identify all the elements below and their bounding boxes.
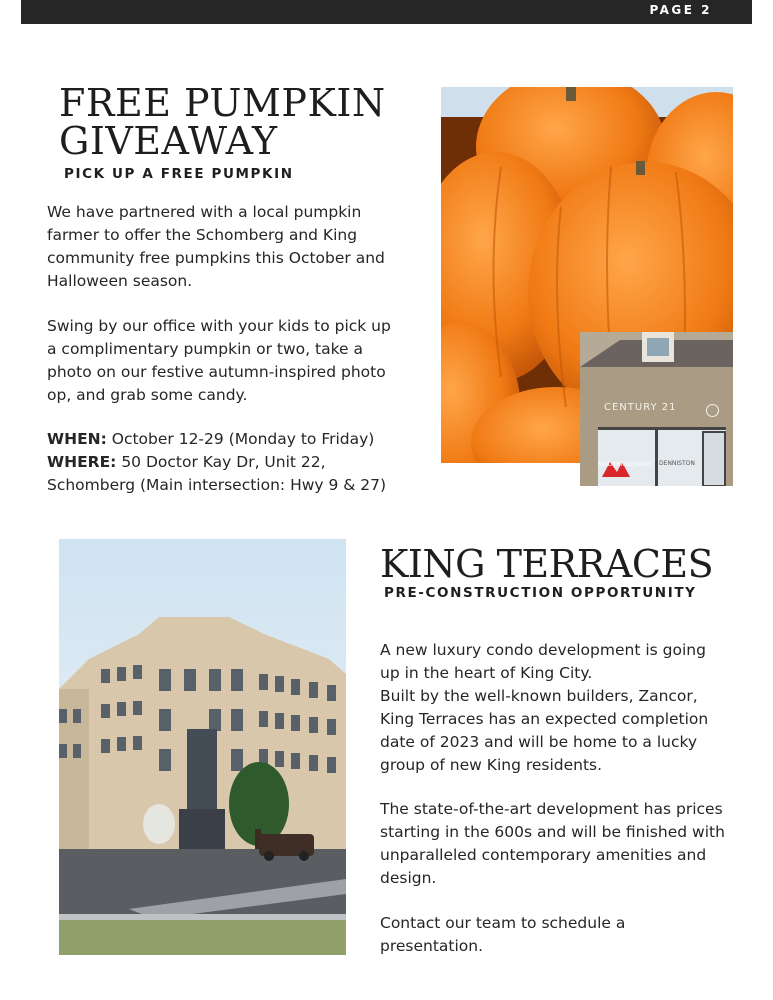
pumpkin-subtitle: PICK UP A FREE PUMPKIN: [64, 166, 294, 182]
condo-rendering-art: [59, 539, 346, 955]
office-sign-logo: [706, 404, 719, 417]
pumpkin-event-details: [47, 428, 407, 497]
where-value: 50 Doctor Kay Dr, Unit 22, Schomberg (Main intersection: Hwy 9 & 27): [47, 453, 387, 494]
king-paragraph-pricing: The state-of-the-art development has prices starting in the 600s and will be finished with unparalleled contemporary amenities and design.: [380, 800, 725, 887]
king-terraces-subtitle: PRE-CONSTRUCTION OPPORTUNITY: [384, 585, 697, 601]
king-paragraph-contact: Contact our team to schedule a presentation.: [380, 914, 626, 955]
office-window-text-left: MODERNDESIGNS: [598, 461, 652, 468]
pumpkin-title-line1: FREE PUMPKIN: [59, 81, 386, 125]
king-paragraph-1: A new luxury condo development is going up in the heart of King City.: [380, 641, 706, 682]
king-terraces-title: KING TERRACES: [380, 542, 714, 586]
king-paragraph-2: Built by the well-known builders, Zancor, King Terraces has an expected completion date of 2023 and will be home to a lucky group of new King residents.: [380, 687, 709, 774]
king-paragraph-intro: [380, 639, 730, 777]
page-number: PAGE 2: [649, 3, 712, 17]
pumpkin-title-line2: GIVEAWAY: [59, 119, 278, 163]
top-bar: [21, 0, 752, 24]
when-label: WHEN:: [47, 430, 107, 448]
office-photo: [580, 332, 733, 486]
pumpkin-paragraph-visit: Swing by our office with your kids to pick up a complimentary pumpkin or two, take a photo on our festive autumn-inspired photo op, and grab some candy.: [47, 317, 391, 404]
king-terraces-rendering: [59, 539, 346, 955]
pumpkin-paragraph-intro: We have partnered with a local pumpkin farmer to offer the Schomberg and King community free pumpkins this October and Halloween season.: [47, 203, 385, 290]
office-sign-text: CENTURY 21: [604, 402, 677, 413]
pumpkin-title: [59, 81, 389, 163]
when-value: October 12-29 (Monday to Friday): [106, 430, 375, 448]
where-label: WHERE:: [47, 453, 117, 471]
office-window-text-right: DENNISTON: [659, 460, 695, 467]
